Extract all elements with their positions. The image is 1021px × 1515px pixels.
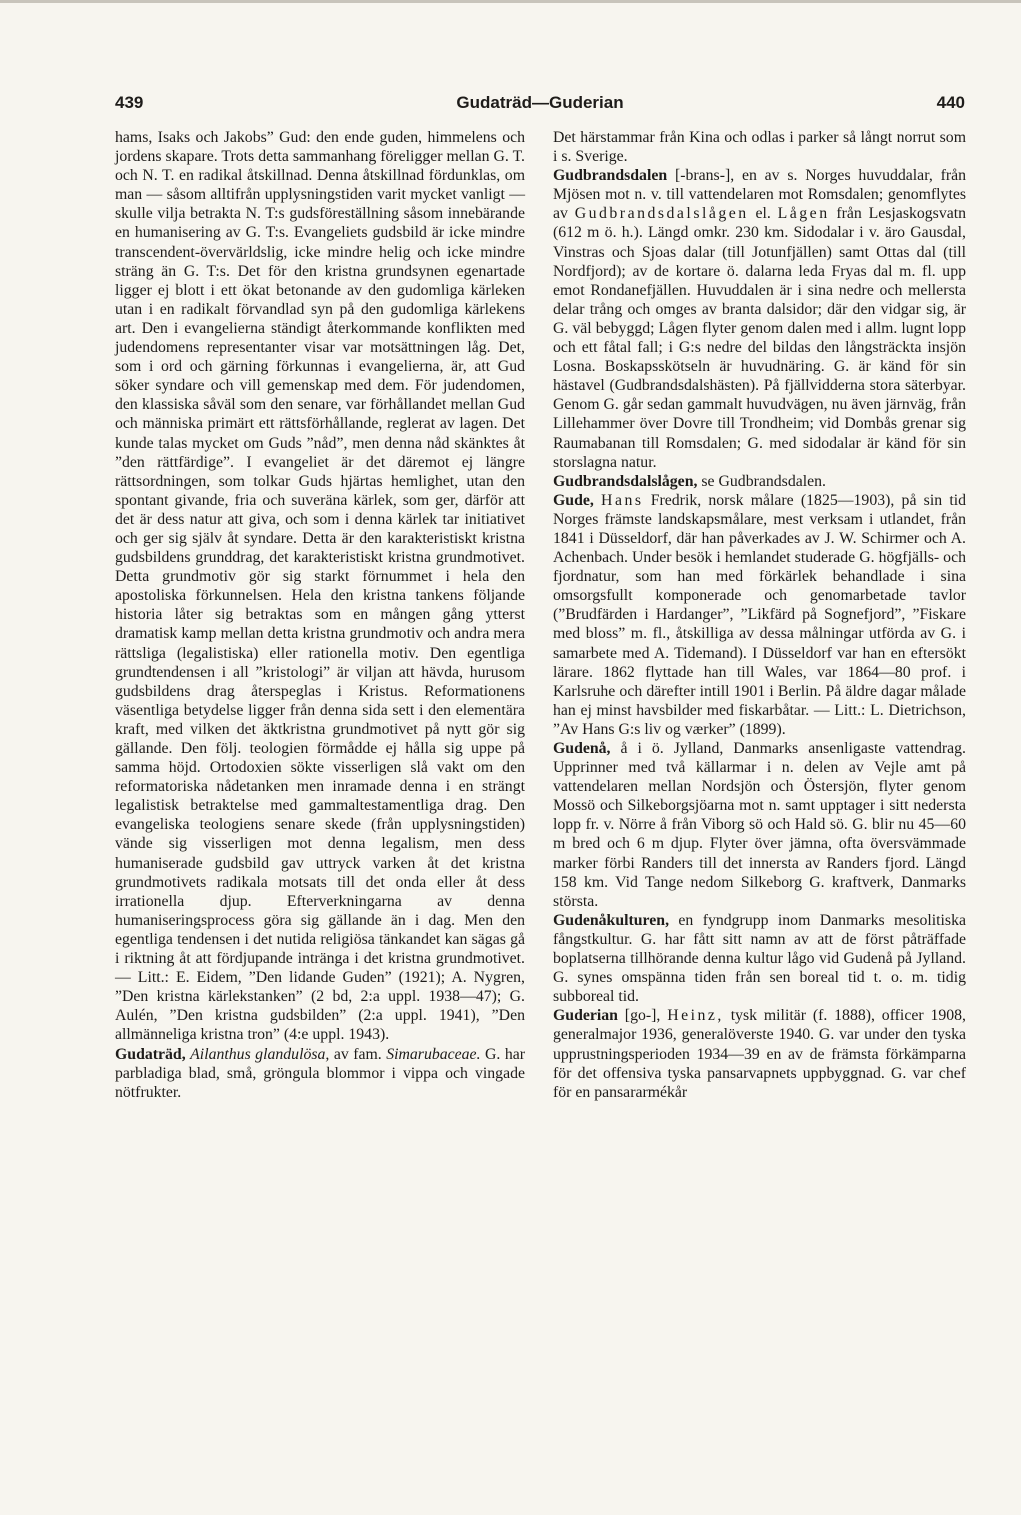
entry-text: Fredrik, norsk målare (1825—1903), på sin tid Norges främste landskapsmålare, mest verksam i utlandet, från 1841 i Düsseldorf, där han påverkades av J. W. Schirmer och A. Achenbach. Under besök i hemlandet studerade G. högfjälls- och fjordnatur, som han med förkärlek behandlade i sina omsorgsfullt komponerade och genomarbetade tavlor (”Brudfärden i Hardanger”, ”Likfärd på Sognefjord”, ”Fiskare med bloss” m. fl., åtskilliga av dessa målningar utförda av G. i samarbete med A. Tidemand). I Düsseldorf var han en eftersökt lärare. 1862 flyttade han till Wales, var 1864—80 prof. i Karlsruhe och därefter intill 1901 i Berlin. På äldre dagar målade han ej minst havsbilder med fiskarbåtar. — Litt.: L. Dietrichson, ”Av Hans G:s liv og værker” (1899). [553,491,966,738]
page-number-left: 439 [115,93,144,112]
family-name: Simarubaceae. [386,1045,481,1063]
entry-text: av fam. [329,1045,387,1063]
paragraph-gud-continued: hams, Isaks och Jakobs” Gud: den ende guden, himmelens och jordens skapare. Trots detta sammanhang föreligger mellan G. T. och N. T. en radikal åtskillnad. Denna åtskillnad fördunklas, om man — såsom alltifrån upplysningstiden varit mycket vanligt — skulle vilja betrakta N. T:s gudsföreställning såsom innebärande en humanisering av G. T:s. Evangeliets gudsbild är icke mindre transcendent-övervärldslig, icke mindre helig och icke mindre sträng än G. T:s. Det för den kristna grundsynen egenartade ligger ej blott i ett ökat betonande av den gudomliga kärleken utan i en radikalt förvandlad syn på den gudomliga kärlekens art. Den i evangelierna ständigt återkommande konflikten med judendomens representanter visar var motsättningen låg. Det, som i ord och gärning förkunnas i evangelierna, är, att Gud söker syndare och vill gemenskap med dem. För judendomen, den klassiska såväl som den senare, var förhållandet mellan Gud och människa primärt ett rättsförhållande, reglerat av lagen. Det kunde talas mycket om Guds ”nåd”, men denna nåd skänktes åt ”den rättfärdige”. I evangeliet är det däremot ej längre rättsordningen, som tolkar Guds hjärtas hemlighet, utan den spontant givande, fria och suveräna kärlek, som ger, därför att det är dess natur att giva, och som i denna kärlek tar initiativet och ger sig själv åt syndare. Detta är den karakteristiskt kristna gudsbildens grunddrag, det karakteristiskt kristna grundmotivet. Detta grundmotiv gör sig starkt förnummet i hela den apostoliska förkunnelsen. Hela den kristna tankens följande historia låter sig betraktas som en mången gång ytterst dramatisk kamp mellan detta kristna grundmotiv och andra mera rättsliga (legalistiska) eller rationella motiv. Den egentliga grundtendensen i all ”kristologi” är viljan att hävda, hurusom gudsbildens drag återspeglas i Kristus. Reformationens väsentliga betydelse ligger från denna sida sett i den elementära kraft, med vilken det äktkristna grundmotivet på nytt gör sig gällande. Den följ. teologien förmådde ej hålla sig uppe på samma höjd. Ortodoxien sökte visserligen slå vakt om den reformatoriska nådetanken men inramade denna i en strängt legalistisk betraktelse med gammaltestamentliga drag. Den evangeliska teologiens senare skede (från upplysningstiden) vände sig visserligen mot denna legalism, men dess humaniserade gudsbild gav uttryck varken åt det kristna grundmotivets radikala motsats till det onda eller åt dess irrationella djup. Efterverkningarna av denna humaniseringsprocess göra sig gällande än i dag. Men den egentliga tendensen i det nutida religiösa tänkandet kan sägas gå i riktning åt att fördjupande intränga i det kristna grundmotivet. — Litt.: E. Eidem, ”Den lidande Guden” (1921); A. Nygren, ”Den kristna kärlekstanken” (2 bd, 2:a uppl. 1938—47); G. Aulén, ”Den kristna gudsbilden” (2:a uppl. 1941), ”Den allmänneliga kristna tron” (4:e uppl. 1943). [115,129,525,1044]
entry-text: el. [748,205,778,223]
spaced-term: Heinz, [667,1007,724,1025]
paragraph-gudatrad-continued: Det härstammar från Kina och odlas i parker så långt norrut som i s. Sverige. [553,129,966,166]
entry-text: från Lesjaskogsvatn (612 m ö. h.). Längd omkr. 230 km. Sidodalar i v. äro Gausdal, Vinstras och Sjoas dalar (till Jotunfjällen) samt Ottas dal (till Nordfjord); av de kortare ö. dalarna leda Fryas dal m. fl. upp emot Rondanefjällen. Huvuddalen är i sina nedre och mellersta delar trång och omges av branta dalsidor; där den vidgar sig, är G. väl bebyggd; Lågen flyter genom dalen med i allm. lugnt lopp och ett fåtal fall; i G:s nedre del bildas den långsträckta insjön Losna. Boskapsskötseln är huvudnäring. G. är känd för sin hästavel (Gudbrandsdalshästen). På fjällvidderna stora säterbyar. Genom G. går sedan gammalt huvudvägen, nu även järnväg, från Lillehammer över Dovre till Trondheim; vid Dombås grenar sig Raumabanan till Romsdalen; G. med sidodalar är känd för sin storslagna natur. [553,205,967,471]
headword-gudatrad: Gudaträd, [115,1045,186,1063]
entry-text: en fyndgrupp inom Danmarks mesolitiska fångstkultur. G. har fått sitt namn av att de först påträffade boplatserna tillhörande denna kultur lågo vid Gudenå på Jylland. G. synes omspänna tiden från sen boreal tid t. o. m. tidig subboreal tid. [553,911,966,1006]
left-column [115,128,525,1102]
entry-gudbrandsdalslagen [553,472,966,491]
entry-text: se Gudbrandsdalen. [697,472,826,490]
page-header [115,93,965,117]
page-top-edge [0,0,1021,3]
headword-gudbrandsdalen: Gudbrandsdalen [553,167,668,185]
spaced-term: Hans [601,491,644,509]
spaced-term: Gudbrandsdalslågen [574,205,749,223]
entry-text: G. har parbladiga blad, små, gröngula blommor i vippa och vingade nötfrukter. [115,1045,526,1101]
entry-text: å i ö. Jylland, Danmarks ansenligaste vattendrag. Upprinner med två källarmar i n. delen av Vejle amt på vattendelaren mellan Nordsjön och Östersjön, flyter genom Mossö och Silkeborgsjöarna mot n. samt upptager i sitt nedersta lopp fr. v. Nörre å från Viborg sö och Hald sö. G. blir nu 45—60 m bred och 6 m djup. Flyter över jämna, ofta översvämmade marker förbi Randers till det innersta av Randers fjord. Längd 158 km. Vid Tange nedom Silkeborg G. kraftverk, Danmarks största. [553,740,966,910]
entry-gudena [553,739,966,911]
running-title: Gudaträd—Guderian [456,93,624,112]
entry-guderian [553,1006,966,1101]
headword-gudena: Gudenå, [553,740,611,757]
latin-name: Ailanthus glandulösa, [190,1045,330,1063]
entry-gudenakulturen [553,911,966,1006]
entry-gudatrad [115,1045,525,1102]
headword-gude: Gude, [553,491,594,509]
headword-gudbrandsdalslagen: Gudbrandsdalslågen, [553,472,698,490]
entry-text: tysk militär (f. 1888), officer 1908, generalmajor 1936, generalöverste 1940. G. var under den tyska upprustningsperioden 1934—39 en av de främsta förkämparna för det offensiva tyska pansarvapnets uppbyggnad. G. var chef för en pansararmékår [553,1007,966,1101]
entry-gude [553,491,966,739]
entry-text: [go-], [617,1007,668,1025]
headword-guderian: Guderian [553,1007,618,1025]
entry-gudbrandsdalen [553,166,966,472]
page-number-right: 440 [936,93,965,112]
right-column [553,128,966,1102]
spaced-term: Lågen [777,205,830,223]
headword-gudenakulturen: Gudenåkulturen, [553,911,670,929]
entry-text: [-brans-], en av s. Norges huvuddalar, från Mjösen mot n. v. till vattendelaren mot Romsdalen; genomflytes av [553,167,966,223]
